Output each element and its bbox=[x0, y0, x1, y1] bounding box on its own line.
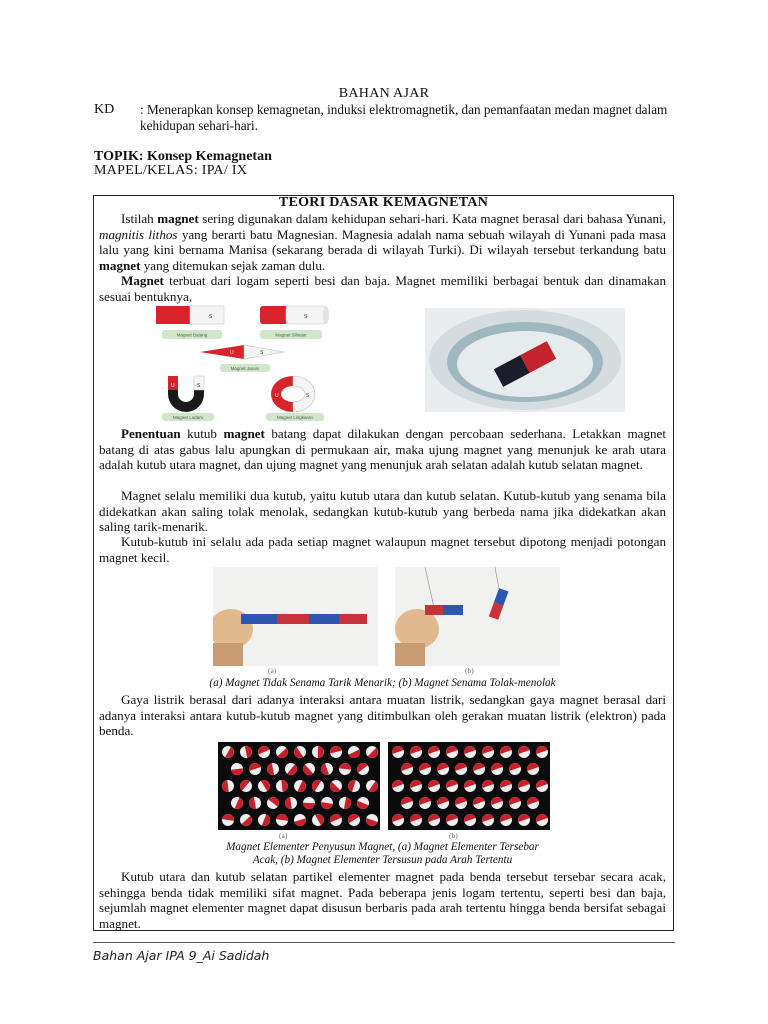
kd-text: : Menerapkan konsep kemagnetan, induksi elektromagnetik, dan pemanfaatan medan magnet dalam kehidupan sehari-hari. bbox=[140, 102, 668, 133]
svg-text:U: U bbox=[171, 383, 175, 389]
paragraph-shapes: Magnet terbuat dari logam seperti besi dan baja. Magnet memiliki berbagai bentuk dan dinamakan sesuai bentuknya, bbox=[99, 273, 666, 304]
footer-divider bbox=[93, 942, 675, 943]
panel-label-a2: (a) bbox=[279, 831, 288, 840]
subject-class-line: MAPEL/KELAS: IPA/ IX bbox=[94, 163, 248, 178]
panel-label-a: (a) bbox=[268, 666, 277, 675]
topic-line: TOPIK: Konsep Kemagnetan bbox=[94, 149, 272, 164]
svg-text:U: U bbox=[230, 350, 234, 356]
label-magnet-jarum: Magnet Jarum bbox=[230, 366, 260, 371]
cylinder-magnet-illustration bbox=[260, 306, 329, 324]
bar-magnet-illustration bbox=[156, 306, 224, 324]
svg-text:S: S bbox=[306, 393, 310, 399]
kd-label: KD bbox=[94, 102, 115, 117]
caption-elementary-line1: Magnet Elementer Penyusun Magnet, (a) Magnet Elementer Tersebar bbox=[226, 841, 539, 853]
label-magnet-lingkaran: Magnet Lingkaran bbox=[276, 415, 314, 420]
repel-photo-b bbox=[395, 567, 560, 666]
panel-label-b: (b) bbox=[465, 666, 474, 675]
horseshoe-magnet-illustration bbox=[168, 376, 204, 412]
svg-text:S: S bbox=[209, 314, 213, 320]
paragraph-force-origin: Gaya listrik berasal dari adanya interaksi antara muatan listrik, sedangkan gaya magnet berasal dari adanya interaksi antara kutub-kutub magnet yang ditimbulkan oleh gerakan muatan listrik (elektron) pada benda. bbox=[99, 692, 666, 738]
label-magnet-ladam: Magnet Ladam bbox=[172, 415, 204, 420]
attract-photo-a bbox=[213, 567, 378, 666]
svg-text:S: S bbox=[260, 350, 264, 356]
footer-text: Bahan Ajar IPA 9_Ai Sadidah bbox=[93, 948, 270, 963]
ring-magnet-illustration bbox=[271, 376, 315, 412]
paragraph-elementary-explanation: Kutub utara dan kutub selatan partikel elementer magnet pada benda tersebut tersebar secara acak, sehingga benda tidak memiliki sifat magnet. Pada beberapa jenis logam tertentu, seperti besi dan baja, sejumlah magnet elementer magnet dapat disusun berbaris pada arah tertentu hingga benda bersifat sebagai magnet. bbox=[99, 869, 666, 931]
floating-magnet-photo bbox=[425, 308, 625, 412]
panel-label-b2: (b) bbox=[449, 831, 458, 840]
svg-text:S: S bbox=[197, 383, 201, 389]
section-title: TEORI DASAR KEMAGNETAN bbox=[278, 195, 489, 210]
caption-attract-repel: (a) Magnet Tidak Senama Tarik Menarik; (b) Magnet Senama Tolak-menolak bbox=[209, 677, 556, 689]
elementary-magnets-random bbox=[218, 742, 380, 830]
label-magnet-batang: Magnet Batang bbox=[176, 332, 208, 338]
paragraph-two-poles: Magnet selalu memiliki dua kutub, yaitu kutub utara dan kutub selatan. Kutub-kutub yang senama bila didekatkan akan saling tolak menolak, sedangkan kutub-kutub yang berbeda nama jika didekatkan akan saling tarik-menarik. bbox=[99, 488, 666, 534]
needle-magnet-illustration bbox=[200, 345, 284, 359]
label-magnet-silinder: Magnet Silinder bbox=[275, 332, 307, 338]
paragraph-cut-magnet: Kutub-kutub ini selalu ada pada setiap magnet walaupun magnet tersebut dipotong menjadi potongan magnet kecil. bbox=[99, 534, 666, 565]
svg-text:S: S bbox=[304, 314, 308, 320]
caption-elementary-line2: Acak, (b) Magnet Elementer Tersusun pada Arah Tertentu bbox=[252, 854, 513, 866]
magnet-shapes-figure bbox=[148, 304, 348, 424]
svg-text:U: U bbox=[275, 393, 279, 399]
document-title: BAHAN AJAR bbox=[338, 86, 430, 101]
paragraph-determine-poles: Penentuan kutub magnet batang dapat dilakukan dengan percobaan sederhana. Letakkan magnet batang di atas gabus lalu apungkan di permukaan air, maka ujung magnet yang menunjuk ke arah utara adalah kutub utara magnet, dan ujung magnet yang menunjuk arah selatan adalah kutub selatan magnet. bbox=[99, 426, 666, 472]
paragraph-intro: Istilah magnet sering digunakan dalam kehidupan sehari-hari. Kata magnet berasal dari bahasa Yunani, magnitis lithos yang berarti batu Magnesian. Magnesia adalah nama sebuah wilayah di Yunani pada masa lalu yang kini bernama Manisa (sekarang berada di wilayah Turki). Di wilayah tersebut terkandung batu magnet yang ditemukan sejak zaman dulu. bbox=[99, 211, 666, 273]
elementary-magnets-aligned bbox=[388, 742, 550, 830]
